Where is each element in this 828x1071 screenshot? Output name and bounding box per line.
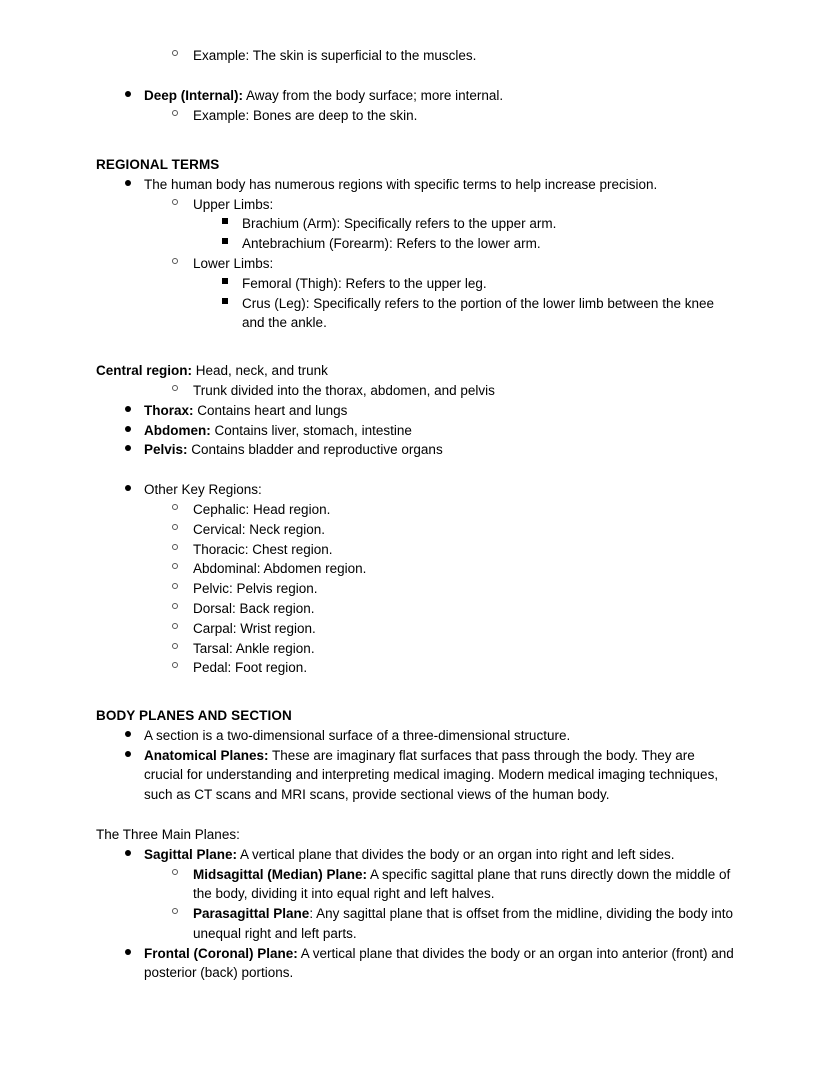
list-item bbox=[96, 294, 736, 334]
list-item bbox=[96, 214, 736, 234]
disc-bullet-icon bbox=[125, 401, 131, 421]
section-heading-body-planes: BODY PLANES AND SECTION bbox=[96, 708, 292, 724]
circle-bullet-icon bbox=[172, 579, 178, 599]
list-item-label bbox=[193, 904, 736, 944]
list-item bbox=[96, 540, 736, 560]
term-definition: A vertical plane that divides the body or an organ into anterior (front) and posterior (back) portions. bbox=[144, 945, 734, 981]
disc-bullet-icon bbox=[125, 726, 131, 746]
list-item-label: Example: Bones are deep to the skin. bbox=[193, 107, 418, 123]
list-item bbox=[96, 500, 736, 520]
list-item-label: A section is a two-dimensional surface of a three-dimensional structure. bbox=[144, 727, 571, 743]
list-item-label: Carpal: Wrist region. bbox=[193, 620, 316, 636]
term-label: Sagittal Plane: bbox=[144, 846, 238, 862]
list-item bbox=[96, 619, 736, 639]
circle-bullet-icon bbox=[172, 500, 178, 520]
list-item-label bbox=[144, 86, 736, 106]
list-item-parasagittal-plane bbox=[96, 904, 736, 944]
list-item-label: Brachium (Arm): Specifically refers to the upper arm. bbox=[242, 216, 557, 232]
term-label: Pelvis: bbox=[144, 442, 188, 458]
list-item-frontal-plane bbox=[96, 944, 736, 984]
list-item-abdomen bbox=[96, 421, 736, 441]
list-item-label bbox=[144, 845, 736, 865]
list-item-label: Femoral (Thigh): Refers to the upper leg. bbox=[242, 275, 487, 291]
disc-bullet-icon bbox=[125, 944, 131, 964]
list-item-label: Pelvic: Pelvis region. bbox=[193, 581, 318, 597]
list-item-regional-intro bbox=[96, 175, 736, 195]
term-definition: : Any sagittal plane that is offset from the midline, dividing the body into unequal right and left parts. bbox=[193, 906, 734, 941]
circle-bullet-icon bbox=[172, 520, 178, 540]
term-definition: Contains heart and lungs bbox=[193, 402, 348, 418]
term-label: Thorax: bbox=[144, 402, 194, 418]
list-item-label bbox=[144, 440, 736, 460]
circle-bullet-icon bbox=[172, 540, 178, 560]
disc-bullet-icon bbox=[125, 746, 131, 766]
list-item-label bbox=[144, 944, 736, 984]
circle-bullet-icon bbox=[172, 658, 178, 678]
list-item bbox=[96, 599, 736, 619]
list-item-label bbox=[193, 865, 736, 905]
circle-bullet-icon bbox=[172, 46, 178, 66]
list-item-label: Lower Limbs: bbox=[193, 256, 274, 272]
list-item-lower-limbs bbox=[96, 254, 736, 274]
list-item-label: Tarsal: Ankle region. bbox=[193, 640, 315, 656]
list-item-deep-internal bbox=[96, 86, 736, 106]
list-item-label: Cephalic: Head region. bbox=[193, 502, 331, 518]
list-item-label: Antebrachium (Forearm): Refers to the lower arm. bbox=[242, 236, 541, 252]
term-label: Anatomical Planes: bbox=[144, 747, 269, 763]
term-definition: Away from the body surface; more internal. bbox=[243, 87, 504, 103]
circle-bullet-icon bbox=[172, 904, 178, 924]
list-item bbox=[96, 639, 736, 659]
list-item bbox=[96, 274, 736, 294]
list-item-anatomical-planes bbox=[96, 746, 736, 805]
term-label: Deep (Internal): bbox=[144, 87, 244, 103]
circle-bullet-icon bbox=[172, 865, 178, 885]
list-item-label: Crus (Leg): Specifically refers to the portion of the lower limb between the knee and the ankle. bbox=[242, 295, 714, 331]
term-label: Abdomen: bbox=[144, 422, 211, 438]
term-label: Parasagittal Plane bbox=[193, 906, 310, 922]
list-item bbox=[96, 106, 736, 126]
circle-bullet-icon bbox=[172, 254, 178, 274]
circle-bullet-icon bbox=[172, 106, 178, 126]
term-definition: Contains liver, stomach, intestine bbox=[210, 422, 412, 438]
list-item-label: Trunk divided into the thorax, abdomen, and pelvis bbox=[193, 383, 495, 399]
list-item-label bbox=[144, 421, 736, 441]
term-label: Central region: bbox=[96, 363, 193, 379]
term-definition: A specific sagittal plane that runs directly down the middle of the body, dividing it into equal right and left halves. bbox=[193, 866, 731, 902]
list-item bbox=[96, 234, 736, 254]
circle-bullet-icon bbox=[172, 559, 178, 579]
list-item-upper-limbs bbox=[96, 195, 736, 215]
central-region-paragraph bbox=[96, 361, 736, 381]
term-definition: Head, neck, and trunk bbox=[192, 363, 328, 379]
circle-bullet-icon bbox=[172, 639, 178, 659]
document-body bbox=[96, 46, 736, 983]
circle-bullet-icon bbox=[172, 381, 178, 401]
list-item-label bbox=[144, 746, 736, 805]
list-item bbox=[96, 579, 736, 599]
term-definition: A vertical plane that divides the body or an organ into right and left sides. bbox=[237, 846, 675, 862]
list-item-label: Example: The skin is superficial to the muscles. bbox=[193, 48, 477, 63]
disc-bullet-icon bbox=[125, 845, 131, 865]
circle-bullet-icon bbox=[172, 619, 178, 639]
list-item-label: Dorsal: Back region. bbox=[193, 601, 315, 617]
list-item bbox=[96, 520, 736, 540]
term-label: Frontal (Coronal) Plane: bbox=[144, 945, 298, 961]
list-item-label: Upper Limbs: bbox=[193, 196, 274, 212]
list-item-midsagittal-plane bbox=[96, 865, 736, 905]
list-item-label: Cervical: Neck region. bbox=[193, 521, 326, 537]
list-item-sagittal-plane bbox=[96, 845, 736, 865]
three-main-planes-label: The Three Main Planes: bbox=[96, 826, 240, 842]
list-item-pelvis bbox=[96, 440, 736, 460]
list-item-label: Other Key Regions: bbox=[144, 482, 262, 498]
disc-bullet-icon bbox=[125, 440, 131, 460]
square-bullet-icon bbox=[222, 234, 228, 254]
disc-bullet-icon bbox=[125, 480, 131, 500]
term-definition: These are imaginary flat surfaces that pass through the body. They are crucial for understanding and interpreting medical imaging. Modern medical imaging techniques, such as CT scans and MRI scans, provide sectional views of the human body. bbox=[144, 747, 719, 803]
circle-bullet-icon bbox=[172, 599, 178, 619]
term-definition: Contains bladder and reproductive organs bbox=[187, 442, 443, 458]
list-item bbox=[96, 46, 736, 66]
list-item bbox=[96, 559, 736, 579]
list-item-label: The human body has numerous regions with specific terms to help increase precision. bbox=[144, 176, 658, 192]
list-item-label: Pedal: Foot region. bbox=[193, 660, 308, 676]
list-item-trunk-note bbox=[96, 381, 736, 401]
circle-bullet-icon bbox=[172, 195, 178, 215]
square-bullet-icon bbox=[222, 214, 228, 234]
term-label: Midsagittal (Median) Plane: bbox=[193, 866, 368, 882]
disc-bullet-icon bbox=[125, 175, 131, 195]
disc-bullet-icon bbox=[125, 421, 131, 441]
square-bullet-icon bbox=[222, 294, 228, 314]
square-bullet-icon bbox=[222, 274, 228, 294]
list-item-label bbox=[144, 401, 736, 421]
disc-bullet-icon bbox=[125, 86, 131, 106]
list-item-section-definition bbox=[96, 726, 736, 746]
list-item-other-key-regions bbox=[96, 480, 736, 500]
section-heading-regional-terms: REGIONAL TERMS bbox=[96, 157, 220, 173]
list-item-label: Thoracic: Chest region. bbox=[193, 541, 333, 557]
list-item bbox=[96, 658, 736, 678]
list-item-thorax bbox=[96, 401, 736, 421]
list-item-label: Abdominal: Abdomen region. bbox=[193, 561, 367, 577]
